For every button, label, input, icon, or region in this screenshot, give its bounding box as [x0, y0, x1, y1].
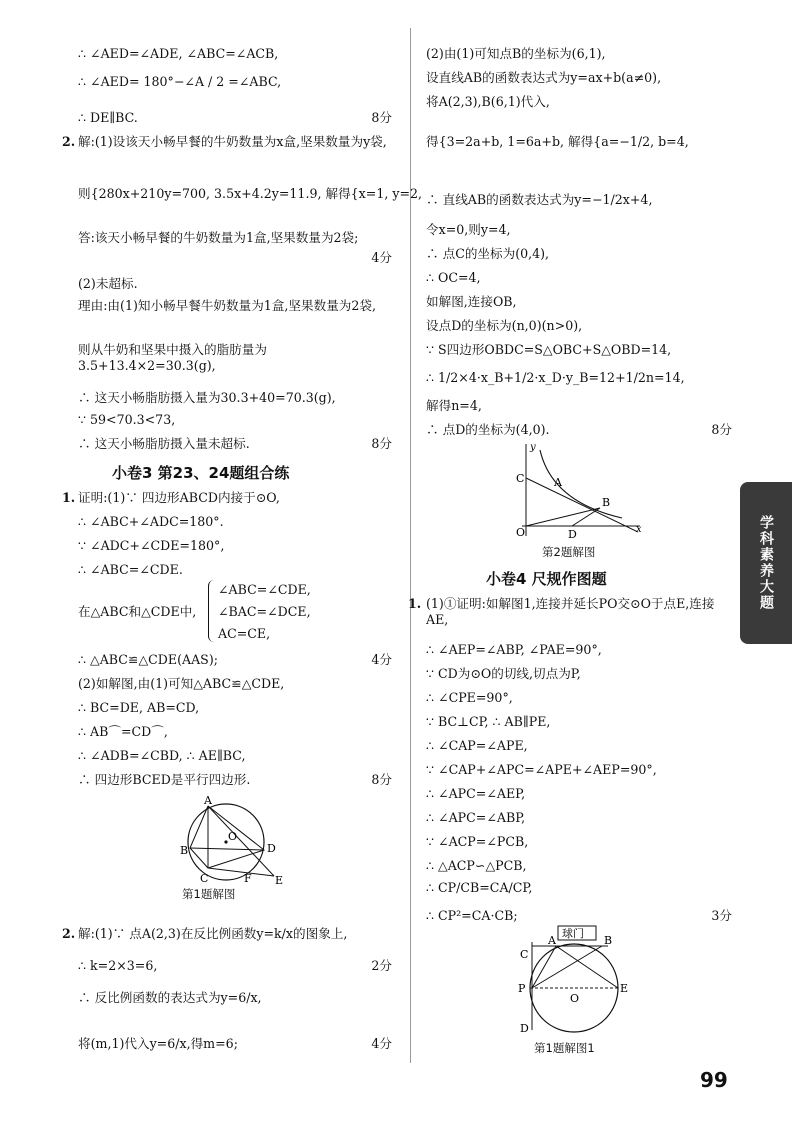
- brace: [208, 580, 215, 642]
- text-line: ∴ ∠APC=∠ABP,: [426, 810, 526, 825]
- text-line: ∴ △ABC≌△CDE(AAS); 4分: [78, 652, 392, 667]
- line-bd: [572, 508, 600, 526]
- line-ab: [526, 478, 638, 532]
- label-c: C: [516, 472, 525, 485]
- text-line: ∴ ∠CAP=∠APE,: [426, 738, 528, 753]
- label-a: A: [554, 476, 562, 489]
- text-line: ∴ ∠AED= 180°−∠A / 2 =∠ABC,: [78, 74, 282, 89]
- text-line: ∵ 59<70.3<73,: [78, 412, 176, 427]
- text-line: ∴ BC=DE, AB=CD,: [78, 700, 200, 715]
- text-line: 则从牛奶和坚果中摄入的脂肪量为3.5+13.4×2=30.3(g),: [78, 342, 267, 373]
- text-line: ∴ 这天小畅脂肪摄入量为30.3+40=70.3(g),: [78, 390, 336, 405]
- page-number: 99: [700, 1068, 728, 1092]
- text-line: 证明:(1)∵ 四边形ABCD内接于⊙O,: [78, 490, 280, 505]
- text-line: 解:(1)∵ 点A(2,3)在反比例函数y=k/x的图象上,: [78, 926, 348, 941]
- label-e: E: [620, 982, 629, 995]
- figure-2-graph: [512, 440, 644, 540]
- label-o: O: [516, 526, 526, 539]
- text-line: ∵ ∠ACP=∠PCB,: [426, 834, 529, 849]
- text-line: ∵ S四边形OBDC=S△OBC+S△OBD=14,: [426, 342, 672, 357]
- line-ob: [526, 508, 600, 526]
- text-line: ∴ ∠ABC=∠CDE.: [78, 562, 183, 577]
- text-line: 得{3=2a+b, 1=6a+b, 解得{a=−1/2, b=4,: [426, 134, 689, 149]
- label-o: O: [570, 992, 580, 1005]
- section-title: 小卷4 尺规作图题: [486, 570, 607, 588]
- text-line: ∴ 点D的坐标为(4,0). 8分: [426, 422, 732, 437]
- score: 8分: [371, 110, 392, 125]
- score: 4分: [371, 1036, 392, 1051]
- column-divider: [410, 28, 411, 1063]
- text-line: AC=CE,: [218, 626, 271, 641]
- label-b: B: [180, 844, 189, 857]
- text-line: ∴ OC=4,: [426, 270, 481, 285]
- circle-o: [530, 944, 618, 1032]
- figure-caption: 第2题解图: [542, 545, 596, 559]
- text-line: ∠BAC=∠DCE,: [218, 604, 311, 619]
- label-f: F: [244, 872, 252, 885]
- text-line: 则{280x+210y=700, 3.5x+4.2y=11.9, 解得{x=1, y=2,: [78, 186, 423, 201]
- question-number: 1.: [62, 490, 76, 505]
- text-line: 在△ABC和△CDE中,: [78, 604, 197, 619]
- side-tab: 学科素养大题: [740, 482, 792, 644]
- text-line: 解:(1)设该天小畅早餐的牛奶数量为x盒,坚果数量为y袋,: [78, 134, 387, 149]
- text-line: ∠ABC=∠CDE,: [218, 582, 311, 597]
- text-line: ∴ AB⌒=CD⌒,: [78, 724, 168, 739]
- text-line: ∴ 四边形BCED是平行四边形. 8分: [78, 772, 392, 787]
- label-d: D: [267, 842, 276, 855]
- label-a: A: [204, 794, 212, 807]
- label-o: O: [228, 830, 238, 843]
- line-bd: [190, 848, 264, 850]
- text-line: 将(m,1)代入y=6/x,得m=6; 4分: [78, 1036, 392, 1051]
- label-c: C: [200, 872, 209, 885]
- score: 8分: [371, 772, 392, 787]
- text-line: ∴ k=2×3=6, 2分: [78, 958, 392, 973]
- label-b: B: [602, 496, 611, 509]
- text-line: ∴ 反比例函数的表达式为y=6/x,: [78, 990, 262, 1005]
- text-line: ∵ BC⊥CP, ∴ AB∥PE,: [426, 714, 551, 729]
- text-line: ∵ ∠CAP+∠APC=∠APE+∠AEP=90°,: [426, 762, 657, 777]
- question-number: 2.: [62, 926, 76, 941]
- text-line: 理由:由(1)知小畅早餐牛奶数量为1盒,坚果数量为2袋,: [78, 298, 376, 313]
- text-line: 解得n=4,: [426, 398, 482, 413]
- line-pb: [532, 946, 602, 988]
- label-e: E: [275, 874, 284, 886]
- text-line: ∴ △ACP∽△PCB,: [426, 858, 527, 873]
- score: 4分: [371, 652, 392, 667]
- text-line: 令x=0,则y=4,: [426, 222, 511, 237]
- score: 8分: [371, 436, 392, 451]
- text-line: 答:该天小畅早餐的牛奶数量为1盒,坚果数量为2袋;: [78, 230, 359, 245]
- text-line: ∴ ∠ABC+∠ADC=180°.: [78, 514, 224, 529]
- text-line: ∴ ∠CPE=90°,: [426, 690, 513, 705]
- text-line: ∴ CP/CB=CA/CP,: [426, 880, 533, 895]
- text-line: (2)由(1)可知点B的坐标为(6,1),: [426, 46, 606, 61]
- text-line: ∴ ∠AEP=∠ABP, ∠PAE=90°,: [426, 642, 602, 657]
- text-line: ∴ ∠ADB=∠CBD, ∴ AE∥BC,: [78, 748, 246, 763]
- label-y: y: [530, 442, 536, 453]
- text-line: ∴ 点C的坐标为(0,4),: [426, 246, 550, 261]
- line-ae: [556, 946, 618, 988]
- question-number: 2.: [62, 134, 76, 149]
- figure-caption: 第1题解图: [182, 887, 236, 901]
- text-line: ∴ 直线AB的函数表达式为y=−1/2x+4,: [426, 192, 653, 207]
- label-c: C: [520, 948, 529, 961]
- line-ce: [208, 868, 274, 876]
- figure-3-circle: [516, 922, 656, 1034]
- label-b: B: [604, 934, 613, 947]
- text-line: ∵ CD为⊙O的切线,切点为P,: [426, 666, 581, 681]
- text-line: (2)如解图,由(1)可知△ABC≌△CDE,: [78, 676, 285, 691]
- label-d: D: [520, 1022, 529, 1034]
- score: 4分: [371, 250, 392, 265]
- text-line: ∴ DE∥BC. 8分: [78, 110, 392, 125]
- text-line: ∴ ∠AED=∠ADE, ∠ABC=∠ACB,: [78, 46, 279, 61]
- text-line: (1)①证明:如解图1,连接并延长PO交⊙O于点E,连接AE,: [426, 596, 715, 627]
- figure-1-circle: [178, 794, 288, 886]
- text-line: ∴ 这天小畅脂肪摄入量未超标. 8分: [78, 436, 392, 451]
- text-line: ∴ 1/2×4·x_B+1/2·x_D·y_B=12+1/2n=14,: [426, 370, 685, 385]
- label-x: x: [636, 524, 642, 535]
- text-line: ∵ ∠ADC+∠CDE=180°,: [78, 538, 225, 553]
- text-line: 设点D的坐标为(n,0)(n>0),: [426, 318, 583, 333]
- text-line: 将A(2,3),B(6,1)代入,: [426, 94, 550, 109]
- label-a: A: [548, 934, 556, 947]
- label-d: D: [568, 528, 577, 540]
- section-title: 小卷3 第23、24题组合练: [112, 464, 290, 482]
- text-line: ∴ ∠APC=∠AEP,: [426, 786, 526, 801]
- text-line: (2)未超标.: [78, 276, 138, 291]
- question-number: 1.: [408, 596, 422, 611]
- text-line: 设直线AB的函数表达式为y=ax+b(a≠0),: [426, 70, 662, 85]
- text-line: 如解图,连接OB,: [426, 294, 517, 309]
- goal-label: 球门: [562, 927, 584, 940]
- text-line: ∴ CP²=CA·CB; 3分: [426, 908, 732, 923]
- figure-caption: 第1题解图1: [534, 1041, 595, 1055]
- score: 2分: [371, 958, 392, 973]
- score: 8分: [711, 422, 732, 437]
- score: 3分: [711, 908, 732, 923]
- label-p: P: [518, 982, 526, 995]
